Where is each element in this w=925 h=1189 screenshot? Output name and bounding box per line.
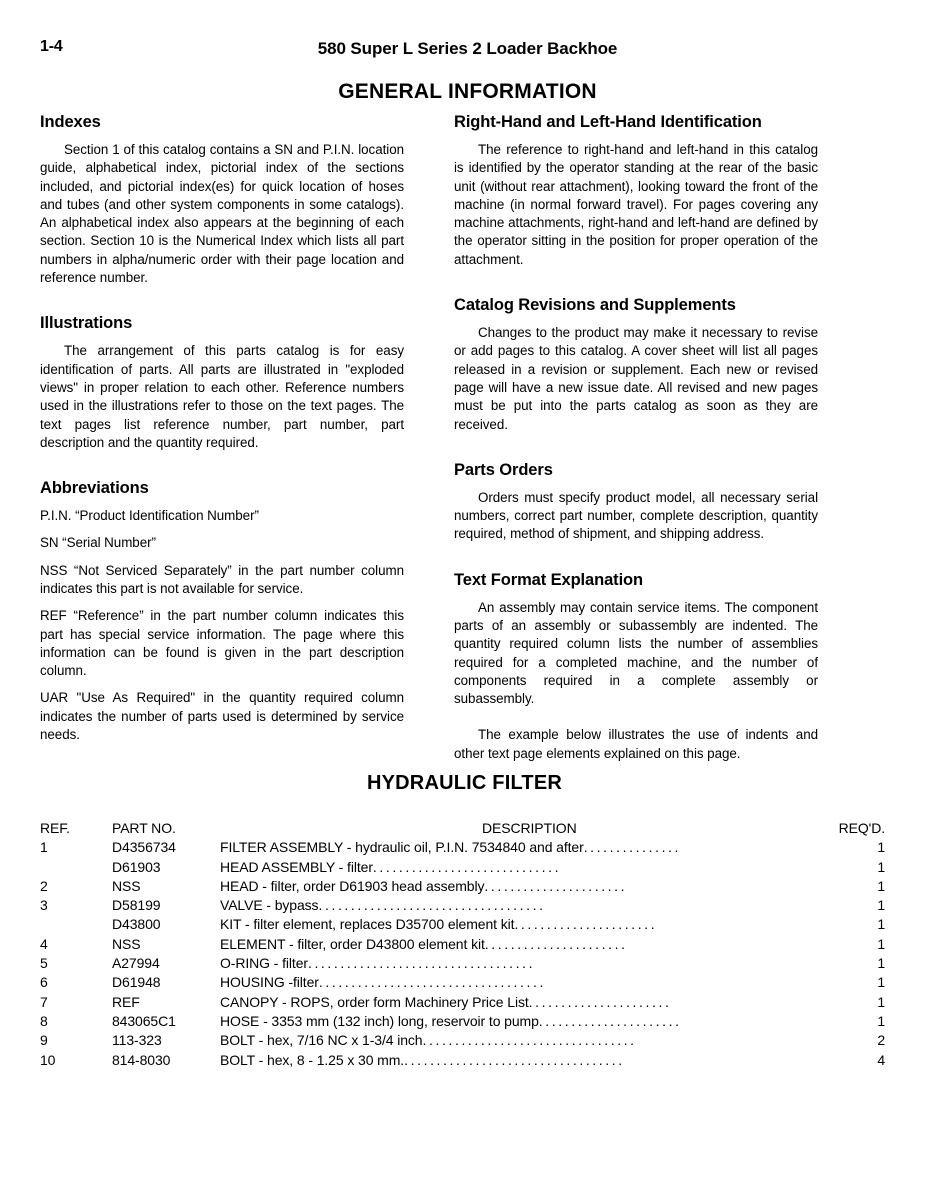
parts-table	[40, 819, 885, 1070]
table-row	[40, 877, 885, 896]
left-column	[40, 113, 404, 763]
cell-ref: 3	[40, 897, 48, 914]
cell-description	[220, 1051, 839, 1070]
table-row	[40, 954, 885, 973]
cell-part-no: D61948	[112, 974, 161, 991]
cell-part-no: 843065C1	[112, 1012, 176, 1029]
description-text: HEAD - filter, order D61903 head assembly	[220, 877, 485, 894]
cell-description	[220, 858, 839, 877]
table-row	[40, 973, 885, 992]
cell-quantity-required: 1	[877, 974, 885, 991]
cell-ref: 4	[40, 935, 48, 952]
table-row	[40, 993, 885, 1012]
leader-dots: ......................	[514, 916, 658, 933]
cell-description	[220, 954, 839, 973]
paragraph-catalog-revisions: Changes to the product may make it necessary to revise or add pages to this catalog. A cover sheet will list all pages released in a revision or supplement. Each new or revised page will have a new issue date. All revised and new pages must be put into the parts catalog as soon as they are received.	[454, 325, 818, 432]
column-header-required: REQ'D.	[838, 820, 885, 836]
leader-dots: .............................	[372, 858, 562, 875]
page-title: GENERAL INFORMATION	[338, 80, 597, 103]
leader-dots: ...................................	[318, 897, 546, 914]
description-text: KIT - filter element, replaces D35700 element kit	[220, 916, 515, 933]
heading-catalog-revisions: Catalog Revisions and Supplements	[454, 296, 736, 315]
cell-quantity-required: 4	[877, 1051, 885, 1068]
cell-part-no: D4356734	[112, 839, 176, 856]
cell-quantity-required: 1	[877, 1012, 885, 1029]
abbreviation-ref: REF “Reference” in the part number column indicates this part has special service information. The page where this information can be found is given in the part description column.	[40, 608, 404, 679]
table-row	[40, 935, 885, 954]
abbreviation-uar: UAR "Use As Required" in the quantity required column indicates the number of parts used is determined by service needs.	[40, 690, 404, 743]
heading-indexes: Indexes	[40, 113, 101, 131]
cell-quantity-required: 1	[877, 839, 885, 856]
cell-part-no: D43800	[112, 916, 161, 933]
cell-part-no: REF	[112, 993, 140, 1010]
abbreviation-nss: NSS “Not Serviced Separately” in the part number column indicates this part is not available for service.	[40, 562, 404, 596]
cell-part-no: D61903	[112, 858, 161, 875]
right-column	[454, 113, 818, 763]
cell-quantity-required: 1	[877, 916, 885, 933]
column-header-description: DESCRIPTION	[482, 820, 577, 836]
description-text: HOSE - 3353 mm (132 inch) long, reservoir to pump	[220, 1012, 539, 1029]
column-header-ref: REF.	[40, 820, 70, 836]
page-header	[40, 38, 885, 64]
table-row	[40, 1012, 885, 1031]
cell-ref	[40, 858, 112, 877]
cell-description	[220, 993, 839, 1012]
description-text: HOUSING -filter	[220, 974, 319, 991]
paragraph-text-format-2: The example below illustrates the use of indents and other text page elements explained on this page.	[454, 727, 818, 761]
parts-list-section	[40, 772, 885, 1070]
table-row	[40, 1051, 885, 1070]
leader-dots: ......................	[538, 1012, 682, 1029]
paragraph-identification: The reference to right-hand and left-hand in this catalog is identified by the operator standing at the rear of the basic unit (without rear attachment), looking toward the front of the machine (in normal forward travel). For pages covering any machine attachments, right-hand and left-hand are defined by the operator sitting in the position for proper operation of the attachment.	[454, 141, 818, 267]
paragraph-indexes: Section 1 of this catalog contains a SN and P.I.N. location guide, alphabetical index, pictorial index of the sections included, and pictorial index(es) for quick location of hoses and tubes (and other system components in some catalogs). An alphabetical index also appears at the beginning of each section. Section 10 is the Numerical Index which lists all part numbers in alpha/numeric order with their page location and reference number.	[40, 141, 404, 286]
leader-dots: ......................	[484, 935, 628, 952]
leader-dots: ......................	[528, 993, 672, 1010]
body-columns	[40, 113, 885, 763]
paragraph-parts-orders: Orders must specify product model, all necessary serial numbers, correct part number, complete description, quantity required, method of shipment, and shipping address.	[454, 489, 818, 542]
abbreviation-pin: P.I.N. “Product Identification Number”	[40, 508, 259, 524]
cell-description	[220, 915, 839, 934]
cell-part-no: 814-8030	[112, 1051, 171, 1068]
cell-quantity-required: 1	[877, 955, 885, 972]
cell-ref: 8	[40, 1012, 48, 1029]
cell-description	[220, 896, 839, 915]
cell-ref	[40, 915, 112, 934]
description-text: CANOPY - ROPS, order form Machinery Price List	[220, 993, 529, 1010]
cell-description	[220, 838, 839, 857]
description-text: VALVE - bypass	[220, 897, 319, 914]
column-header-part-no: PART NO.	[112, 820, 176, 836]
cell-quantity-required: 1	[877, 877, 885, 894]
table-row	[40, 858, 885, 877]
cell-quantity-required: 1	[877, 897, 885, 914]
paragraph-text-format-1: An assembly may contain service items. The component parts of an assembly or subassembly are indented. The quantity required column lists the number of assemblies required for a completed machine, and the number of components required in a complete assembly or subassembly.	[454, 599, 818, 707]
cell-ref: 2	[40, 877, 48, 894]
cell-ref: 7	[40, 993, 48, 1010]
cell-part-no: 113-323	[112, 1032, 162, 1049]
heading-illustrations: Illustrations	[40, 314, 133, 333]
description-text: ELEMENT - filter, order D43800 element kit	[220, 935, 485, 952]
description-text: HEAD ASSEMBLY - filter	[220, 858, 373, 875]
cell-quantity-required: 1	[877, 858, 885, 875]
cell-quantity-required: 1	[877, 993, 885, 1010]
cell-ref: 6	[40, 974, 48, 991]
cell-part-no: D58199	[112, 897, 161, 914]
description-text: FILTER ASSEMBLY - hydraulic oil, P.I.N. 7534840 and after	[220, 839, 584, 856]
leader-dots: ...............	[583, 839, 682, 856]
cell-description	[220, 935, 839, 954]
table-row	[40, 896, 885, 915]
leader-dots: ......................	[484, 877, 628, 894]
cell-quantity-required: 1	[877, 935, 885, 952]
abbreviation-sn: SN “Serial Number”	[40, 535, 156, 551]
heading-identification: Right-Hand and Left-Hand Identification	[454, 113, 762, 131]
cell-part-no: A27994	[112, 955, 160, 972]
leader-dots: ..................................	[404, 1051, 625, 1068]
cell-ref: 5	[40, 955, 48, 972]
paragraph-illustrations: The arrangement of this parts catalog is for easy identification of parts. All parts are illustrated in "exploded views" in proper relation to each other. Reference numbers used in the illustrations refer to those on the text pages. The text pages list reference number, part number, part description and the quantity required.	[40, 343, 404, 450]
heading-parts-orders: Parts Orders	[454, 460, 553, 479]
page-number: 1-4	[40, 38, 63, 55]
table-header-row	[40, 819, 885, 838]
cell-ref: 9	[40, 1032, 48, 1049]
cell-ref: 10	[40, 1051, 56, 1068]
description-text: O-RING - filter	[220, 955, 308, 972]
leader-dots: ...................................	[318, 974, 546, 991]
description-text: BOLT - hex, 7/16 NC x 1-3/4 inch	[220, 1032, 423, 1049]
table-row	[40, 915, 885, 934]
cell-description	[220, 1012, 839, 1031]
cell-part-no: NSS	[112, 877, 141, 894]
table-row	[40, 1031, 885, 1050]
cell-part-no: NSS	[112, 935, 141, 952]
table-row	[40, 838, 885, 857]
cell-ref: 1	[40, 839, 48, 856]
cell-description	[220, 973, 839, 992]
leader-dots: .................................	[422, 1032, 637, 1049]
parts-table-body	[40, 838, 885, 1070]
leader-dots: ...................................	[307, 955, 536, 972]
description-text: BOLT - hex, 8 - 1.25 x 30 mm.	[220, 1051, 405, 1068]
cell-description	[220, 1031, 839, 1050]
parts-list-title: HYDRAULIC FILTER	[366, 772, 563, 794]
cell-description	[220, 877, 839, 896]
parts-table-head	[40, 819, 885, 838]
heading-text-format: Text Format Explanation	[454, 570, 644, 589]
cell-quantity-required: 2	[877, 1032, 885, 1049]
running-title: 580 Super L Series 2 Loader Backhoe	[317, 39, 618, 58]
heading-abbreviations: Abbreviations	[40, 479, 149, 498]
